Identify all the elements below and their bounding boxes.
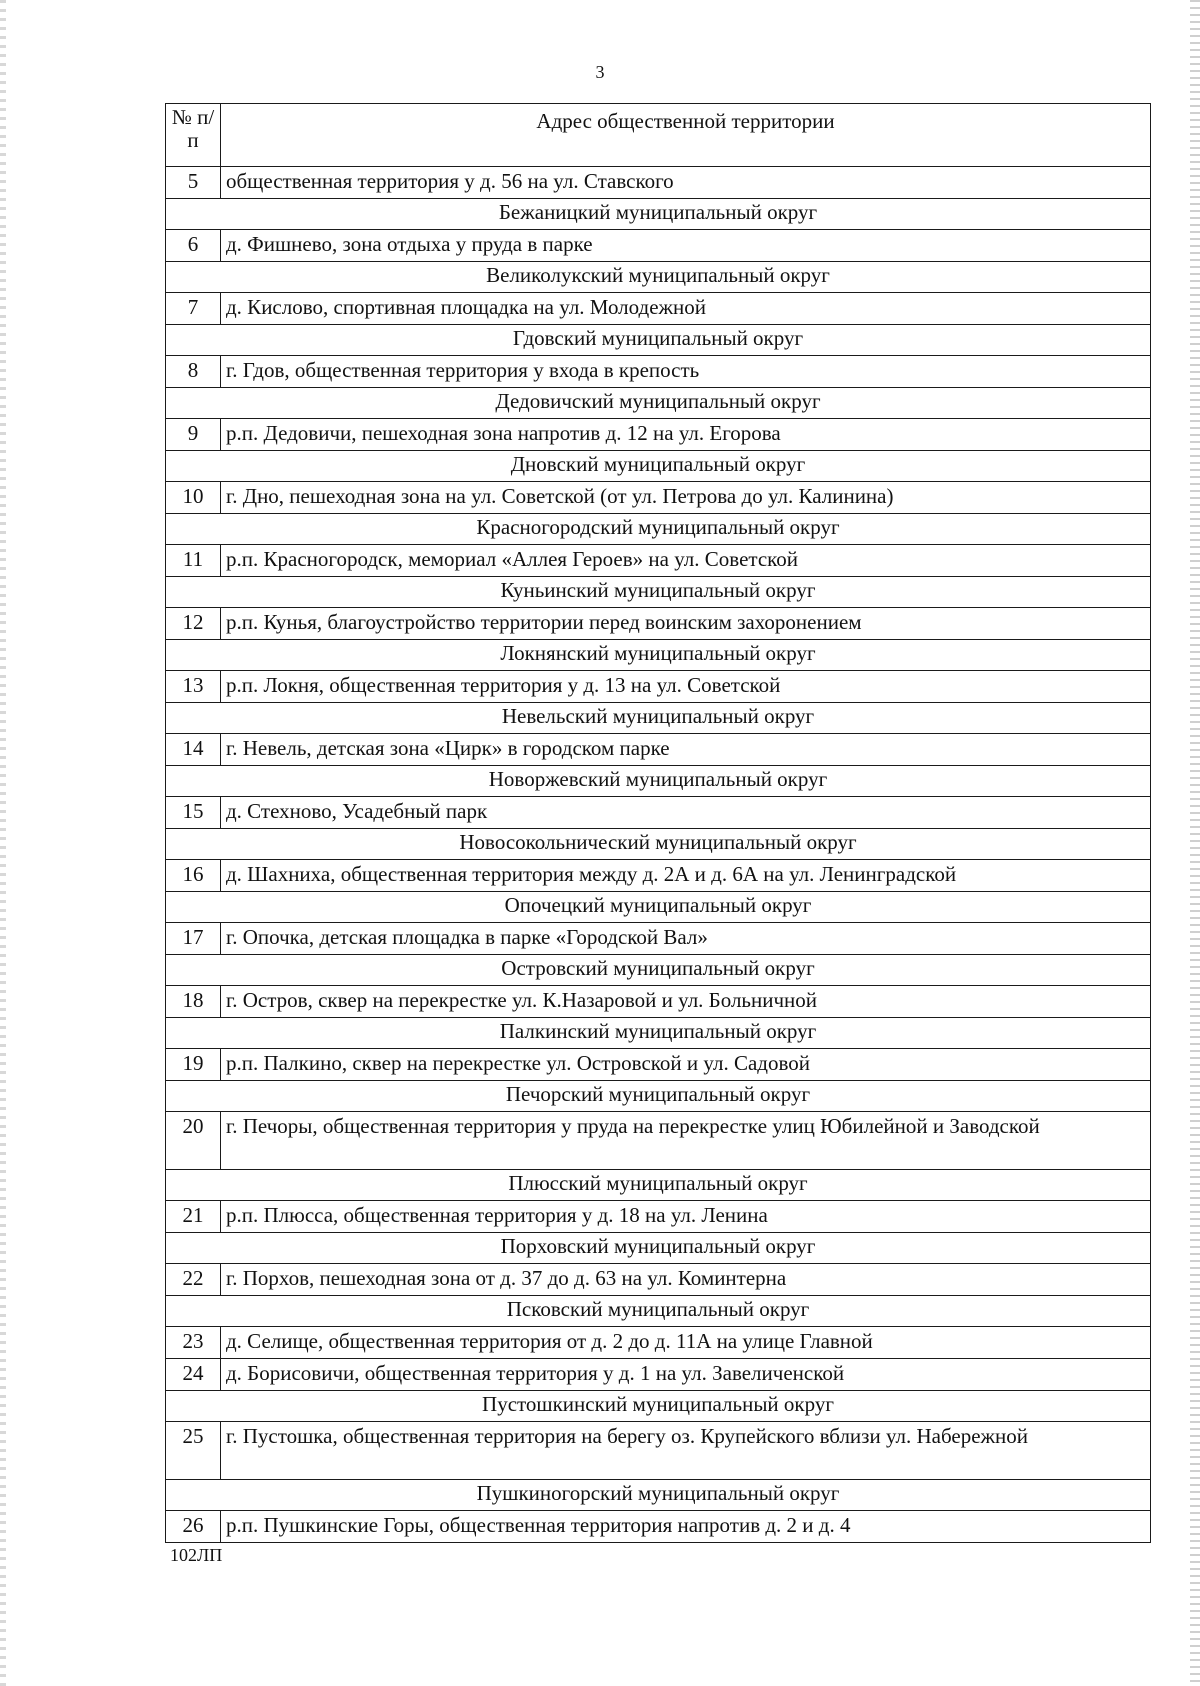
row-number: 23 [166,1327,221,1359]
district-title: Псковский муниципальный округ [166,1296,1151,1327]
district-row [166,1081,1151,1112]
row-address: р.п. Палкино, сквер на перекрестке ул. Островской и ул. Садовой [221,1049,1151,1081]
district-title: Опочецкий муниципальный округ [166,892,1151,923]
table-row [166,734,1151,766]
district-title: Островский муниципальный округ [166,955,1151,986]
row-address: р.п. Дедовичи, пешеходная зона напротив д. 12 на ул. Егорова [221,419,1151,451]
table-row [166,1359,1151,1391]
district-row [166,640,1151,671]
district-row [166,514,1151,545]
district-title: Локнянский муниципальный округ [166,640,1151,671]
row-address: д. Фишнево, зона отдыха у пруда в парке [221,230,1151,262]
row-address: р.п. Плюсса, общественная территория у д. 18 на ул. Ленина [221,1201,1151,1233]
district-title: Гдовский муниципальный округ [166,325,1151,356]
district-row [166,1018,1151,1049]
row-address: д. Селище, общественная территория от д. 2 до д. 11А на улице Главной [221,1327,1151,1359]
document-code: 102ЛП [170,1545,223,1565]
row-number: 24 [166,1359,221,1391]
table-row [166,1327,1151,1359]
district-row [166,892,1151,923]
district-title: Пушкиногорский муниципальный округ [166,1480,1151,1511]
table-row [166,986,1151,1018]
table-row [166,545,1151,577]
row-number: 22 [166,1264,221,1296]
district-title: Великолукский муниципальный округ [166,262,1151,293]
district-row [166,388,1151,419]
district-title: Бежаницкий муниципальный округ [166,199,1151,230]
header-address: Адрес общественной территории [221,104,1151,167]
district-row [166,1391,1151,1422]
table-row [166,1511,1151,1543]
row-address: г. Печоры, общественная территория у пруда на перекрестке улиц Юбилейной и Заводской [221,1112,1151,1170]
row-number: 26 [166,1511,221,1543]
row-number: 21 [166,1201,221,1233]
row-number: 11 [166,545,221,577]
district-row [166,829,1151,860]
row-address: г. Гдов, общественная территория у входа в крепость [221,356,1151,388]
table-row [166,797,1151,829]
table-row [166,356,1151,388]
row-address: д. Борисовичи, общественная территория у д. 1 на ул. Завеличенской [221,1359,1151,1391]
page-number: 3 [595,62,605,82]
territory-table [165,103,1151,1543]
table-row [166,1201,1151,1233]
row-number: 19 [166,1049,221,1081]
district-row [166,1480,1151,1511]
district-row [166,577,1151,608]
row-address: г. Порхов, пешеходная зона от д. 37 до д. 63 на ул. Коминтерна [221,1264,1151,1296]
table-row [166,1112,1151,1170]
district-title: Невельский муниципальный округ [166,703,1151,734]
row-number: 5 [166,167,221,199]
header-number: № п/п [166,104,221,167]
row-number: 16 [166,860,221,892]
district-row [166,1296,1151,1327]
row-address: р.п. Локня, общественная территория у д. 13 на ул. Советской [221,671,1151,703]
row-number: 25 [166,1422,221,1480]
row-address: г. Невель, детская зона «Цирк» в городском парке [221,734,1151,766]
table-row [166,1422,1151,1480]
table-row [166,419,1151,451]
row-number: 7 [166,293,221,325]
district-title: Порховский муниципальный округ [166,1233,1151,1264]
district-row [166,955,1151,986]
table-row [166,230,1151,262]
row-address: р.п. Красногородск, мемориал «Аллея Героев» на ул. Советской [221,545,1151,577]
table-row [166,608,1151,640]
scan-edge-left [0,0,6,1686]
table-row [166,923,1151,955]
row-number: 20 [166,1112,221,1170]
row-number: 6 [166,230,221,262]
row-address: р.п. Кунья, благоустройство территории перед воинским захоронением [221,608,1151,640]
district-row [166,451,1151,482]
row-number: 13 [166,671,221,703]
row-number: 8 [166,356,221,388]
row-address: общественная территория у д. 56 на ул. Ставского [221,167,1151,199]
table-row [166,1264,1151,1296]
row-address: г. Опочка, детская площадка в парке «Городской Вал» [221,923,1151,955]
district-title: Печорский муниципальный округ [166,1081,1151,1112]
district-title: Новоржевский муниципальный округ [166,766,1151,797]
row-number: 18 [166,986,221,1018]
row-address: д. Шахниха, общественная территория между д. 2А и д. 6А на ул. Ленинградской [221,860,1151,892]
row-address: г. Остров, сквер на перекрестке ул. К.Назаровой и ул. Больничной [221,986,1151,1018]
table-row [166,293,1151,325]
row-address: г. Пустошка, общественная территория на берегу оз. Крупейского вблизи ул. Набережной [221,1422,1151,1480]
district-title: Красногородский муниципальный округ [166,514,1151,545]
row-number: 14 [166,734,221,766]
district-row [166,703,1151,734]
table-row [166,167,1151,199]
district-title: Плюсский муниципальный округ [166,1170,1151,1201]
district-row [166,325,1151,356]
row-number: 9 [166,419,221,451]
scan-edge-right [1190,0,1200,1686]
district-row [166,766,1151,797]
row-address: г. Дно, пешеходная зона на ул. Советской (от ул. Петрова до ул. Калинина) [221,482,1151,514]
table-row [166,1049,1151,1081]
district-row [166,199,1151,230]
row-address: р.п. Пушкинские Горы, общественная территория напротив д. 2 и д. 4 [221,1511,1151,1543]
table-body [166,167,1151,1543]
district-title: Палкинский муниципальный округ [166,1018,1151,1049]
table-row [166,860,1151,892]
district-title: Куньинский муниципальный округ [166,577,1151,608]
district-title: Пустошкинский муниципальный округ [166,1391,1151,1422]
table-header-row [166,104,1151,167]
district-row [166,1233,1151,1264]
district-title: Новосокольнический муниципальный округ [166,829,1151,860]
row-number: 15 [166,797,221,829]
row-number: 17 [166,923,221,955]
row-address: д. Стехново, Усадебный парк [221,797,1151,829]
district-row [166,1170,1151,1201]
table-row [166,482,1151,514]
district-row [166,262,1151,293]
row-address: д. Кислово, спортивная площадка на ул. Молодежной [221,293,1151,325]
row-number: 12 [166,608,221,640]
district-title: Дедовичский муниципальный округ [166,388,1151,419]
table-row [166,671,1151,703]
district-title: Дновский муниципальный округ [166,451,1151,482]
row-number: 10 [166,482,221,514]
